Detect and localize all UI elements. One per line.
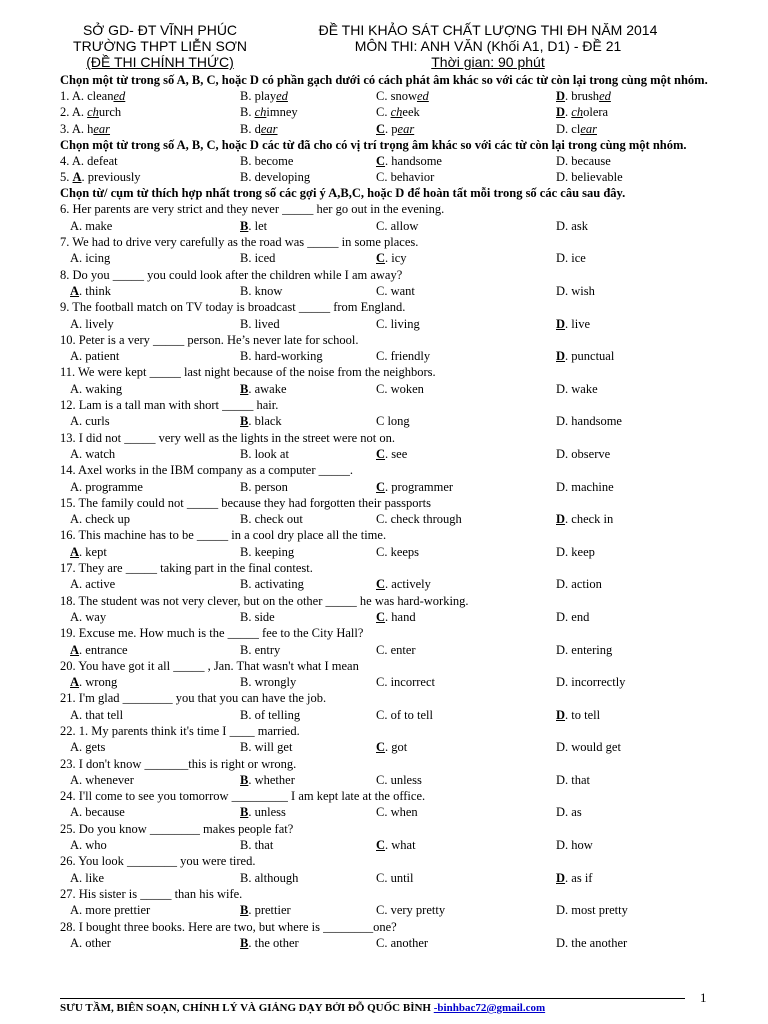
underlined-segment: ch [87,105,99,120]
option-c [376,104,420,120]
question-stem: 24. I'll come to see you tomorrow _________ I am kept late at the office. [60,789,426,804]
question-stem: 15. The family could not _____ because they had forgotten their passports [60,495,431,510]
option-text: B. play [240,89,277,103]
answer-mark: B [240,414,249,429]
underlined-segment: ed [599,89,611,103]
answer-mark: C [376,577,386,592]
option-a: A. patient [70,349,120,364]
option-b: B. activating [240,577,304,592]
option-a: A. more prettier [70,903,151,918]
option-c: C. woken [376,381,424,396]
pronunciation-questions [60,88,710,137]
option-b: B. side [240,609,275,624]
option-a: A. icing [70,251,111,266]
option-c: C. allow [376,218,419,233]
underlined-segment: ear [260,121,278,136]
option-letter: C [376,121,386,136]
options-row [60,544,710,560]
option-d: D. would get [556,740,621,755]
option-a: A. that tell [70,707,124,722]
option-d [556,104,608,120]
answer-mark: A [70,642,80,657]
answer-mark: C [376,251,386,266]
option-text-tail: olera [583,105,609,120]
option-c: C. friendly [376,349,431,364]
option-text: . live [565,316,591,331]
options-row [60,707,710,723]
section-instruction-completion: Chọn từ/ cụm từ thích hợp nhất trong số các gợi ý A,B,C, hoặc D để hoàn tất mỗi trong số các câu sau đây. [60,186,626,201]
option-text: . what [385,838,416,853]
option-d [556,348,614,364]
stress-questions [60,153,710,186]
question-stem: 18. The student was not very clever, but on the other _____ he was hard-working. [60,593,469,608]
option-c: C long [376,414,410,429]
page-number: 1 [700,990,707,1005]
underlined-segment: ed [416,89,429,103]
option-text: . brush [565,89,600,103]
option-b [240,804,286,820]
options-row [60,870,710,886]
option-c [376,479,453,495]
option-a [60,169,141,185]
option-text: A. [71,105,88,120]
option-text: . check in [565,512,614,527]
answer-mark: C [376,479,386,494]
question-stem: 7. We had to drive very carefully as the road was _____ in some places. [60,235,419,250]
option-d: D. observe [556,446,611,461]
question-stem: 28. I bought three books. Here are two, but where is ________one? [60,919,397,934]
option-b: B. become [240,153,294,168]
school-info [40,22,280,70]
option-d: D. that [556,772,591,787]
option-c [376,576,431,592]
section-instruction-pronunciation: Chọn một từ trong số A, B, C, hoặc D có phần gạch dưới có cách phát âm khác so với các từ còn lại trong cùng một nhóm. [60,73,708,87]
option-b: B. developing [240,170,311,185]
school-name: TRƯỜNG THPT LIỄN SƠN [73,38,247,54]
option-b: B. hard-working [240,349,323,364]
option-c [376,739,407,755]
option-c: C. very pretty [376,903,446,918]
option-b [240,381,287,397]
option-c: C. incorrect [376,675,436,690]
option-d [556,316,590,332]
option-d: D. most pretty [556,903,628,918]
answer-mark: D [556,707,566,722]
option-b [240,413,282,429]
question-stem: 26. You look ________ you were tired. [60,854,256,869]
option-text: . kept [79,544,107,559]
option-c: C. of to tell [376,707,433,722]
option-text: . prettier [248,903,291,918]
option-letter: D [556,105,566,120]
option-c: C. enter [376,642,416,657]
option-d: D. how [556,838,593,853]
question-stem: 17. They are _____ taking part in the final contest. [60,561,313,576]
option-d: D. because [556,153,611,168]
question-row [60,88,710,104]
option-text-tail: imney [266,105,298,120]
option-a [60,153,118,169]
option-d: D. as [556,805,582,820]
option-b: B. look at [240,446,289,461]
footer-credit: SƯU TẦM, BIÊN SOẠN, CHỈNH LÝ VÀ GIẢNG DẠY BỞI ĐỖ QUỐC BÌNH [60,1002,434,1014]
option-b: B. person [240,479,288,494]
answer-mark: C [376,609,386,624]
option-b: B. entry [240,642,281,657]
options-row [60,283,710,299]
option-text: C. behavior [376,170,435,185]
option-d [556,511,613,527]
question-number: 4. [60,153,70,168]
official-exam-label: (ĐỀ THI CHÍNH THỨC) [86,54,234,70]
option-d [556,870,592,886]
option-text: . to tell [565,707,601,722]
answer-mark: B [240,903,249,918]
option-b [240,218,267,234]
answer-mark: B [240,805,249,820]
option-text: A. defeat [71,153,118,168]
answer-mark: B [240,218,249,233]
underlined-segment: ch [254,105,267,120]
options-row [60,316,710,332]
option-c: C. check through [376,512,462,527]
options-row [60,250,710,266]
question-number: 1. [60,89,70,103]
question-stem: 9. The football match on TV today is broadcast _____ from England. [60,300,406,315]
question-stem: 19. Excuse me. How much is the _____ fee to the City Hall? [60,626,364,641]
option-text: . whether [248,772,295,787]
question-stem: 6. Her parents are very strict and they never _____ her go out in the evening. [60,202,445,217]
option-text: . unless [248,805,286,820]
option-a: A. gets [70,740,106,755]
option-d: D. keep [556,544,595,559]
option-text: . actively [385,577,431,592]
option-c: C. keeps [376,544,420,559]
question-stem: 20. You have got it all _____ , Jan. That wasn't what I mean [60,658,359,673]
answer-mark: A [70,283,80,298]
option-text: B. d [240,121,261,136]
option-text: D. cl [556,121,581,136]
option-d: D. incorrectly [556,675,626,690]
option-b: B. wrongly [240,675,297,690]
question-stem: 10. Peter is a very _____ person. He’s never late for school. [60,332,359,347]
option-b: B. iced [240,251,276,266]
footer [60,1002,545,1014]
option-b: B. that [240,838,274,853]
exam-subject: MÔN THI: ANH VĂN (Khối A1, D1) - ĐỀ 21 [354,38,622,54]
options-row [60,381,710,397]
option-b [240,104,298,120]
options-row [60,674,710,690]
option-a: A. active [70,577,116,592]
option-text: . awake [248,381,287,396]
answer-mark: C [376,740,386,755]
underlined-segment: ear [580,121,597,136]
question-stem: 23. I don't know _______this is right or wrong. [60,756,297,771]
option-a: A. check up [70,512,131,527]
answer-mark: C [376,838,386,853]
options-row [60,935,710,951]
option-d: D. machine [556,479,614,494]
options-row [60,479,710,495]
question-number: 3. [60,121,70,136]
footer-email-link[interactable]: -binhbac72@gmail.com [433,1002,546,1014]
underlined-segment: ed [113,89,126,103]
option-text: . entrance [79,642,128,657]
option-text: . got [385,740,408,755]
option-text: . see [385,446,408,461]
option-b: B. although [240,870,299,885]
option-text-tail: eek [402,105,420,120]
option-a: A. programme [70,479,143,494]
option-b: B. of telling [240,707,301,722]
underlined-segment: ear [93,121,111,136]
option-text: . wrong [79,675,118,690]
footer-divider [60,998,685,999]
option-a: A. because [70,805,125,820]
options-row [60,609,710,625]
option-b [240,772,295,788]
option-d: D. action [556,577,602,592]
option-a [60,104,121,120]
option-text: . programmer [385,479,454,494]
answer-mark: A [70,544,80,559]
option-c [376,153,442,169]
option-c [376,609,416,625]
option-d: D. end [556,609,590,624]
option-text: . black [248,414,282,429]
option-c [376,88,429,104]
document-header [0,22,768,72]
option-b [240,121,278,137]
options-row [60,413,710,429]
section-instruction-stress: Chọn một từ trong số A, B, C, hoặc D các từ đã cho có vị trí trọng âm khác so với các từ còn lại trong cùng một nhóm. [60,137,687,152]
options-row [60,348,710,364]
answer-mark: D [556,870,566,885]
option-text: . let [248,218,268,233]
option-text: . icy [385,251,407,266]
options-row [60,446,710,462]
question-stem: 11. We were kept _____ last night because of the noise from the neighbors. [60,365,436,380]
question-number: 5. [60,170,70,185]
option-a: A. watch [70,446,116,461]
option-text-tail: urch [98,105,122,120]
option-b [240,935,299,951]
answer-mark: D [556,512,566,527]
option-letter: C [376,153,386,168]
options-row [60,804,710,820]
option-b [240,88,288,104]
options-row [60,642,710,658]
option-a [70,283,111,299]
option-a: A. who [70,838,107,853]
option-d: D. wake [556,381,598,396]
completion-questions [60,201,710,951]
option-a: A. make [70,218,113,233]
question-stem: 22. 1. My parents think it's time I ____ married. [60,723,300,738]
question-number: 2. [60,105,70,120]
option-text: . punctual [565,349,615,364]
option-c [376,446,407,462]
option-d: D. wish [556,283,595,298]
answer-mark: D [556,316,566,331]
option-d: D. believable [556,170,623,185]
option-a [60,88,125,104]
department-name: SỞ GD- ĐT VĨNH PHÚC [82,22,238,38]
option-c: C. another [376,935,429,950]
option-text: B. [240,105,255,120]
option-a: A. waking [70,381,123,396]
options-row [60,837,710,853]
underlined-segment: ed [276,89,288,103]
option-c [376,121,414,137]
option-text: . hand [385,609,416,624]
question-row [60,169,710,185]
option-text: . as if [565,870,593,885]
question-stem: 14. Axel works in the IBM company as a computer _____. [60,463,354,478]
option-c: C. living [376,316,420,331]
answer-mark: B [240,772,249,787]
underlined-segment: ear [397,121,415,136]
exam-body [60,72,710,951]
option-text: . previously [81,170,141,185]
option-d: D. entering [556,642,613,657]
option-a [70,544,107,560]
question-stem: 16. This machine has to be _____ in a cool dry place all the time. [60,528,387,543]
option-letter: D [556,89,566,103]
underlined-segment: ch [571,105,584,120]
option-d: D. handsome [556,414,622,429]
option-b: B. will get [240,740,293,755]
option-text: C. snow [376,89,417,103]
underlined-segment: ch [390,105,403,120]
question-row [60,104,710,120]
option-text: . p [385,121,398,136]
options-row [60,218,710,234]
option-text: A. clean [71,89,114,103]
question-stem: 13. I did not _____ very well as the lights in the street were not on. [60,430,396,445]
option-c: C. until [376,870,414,885]
answer-mark: C [376,446,386,461]
option-a [60,121,110,137]
options-row [60,772,710,788]
options-row [60,902,710,918]
option-c [376,169,434,185]
option-c: C. want [376,283,415,298]
question-stem: 25. Do you know ________ makes people fat? [60,821,294,836]
question-row [60,153,710,169]
option-a: A. like [70,870,105,885]
option-text: . [565,105,572,120]
option-c: C. when [376,805,418,820]
options-row [60,511,710,527]
question-stem: 8. Do you _____ you could look after the children while I am away? [60,267,403,282]
option-text: C. [376,105,391,120]
option-d: D. ask [556,218,588,233]
option-text: . think [79,283,111,298]
option-d: D. ice [556,251,586,266]
question-row [60,121,710,137]
option-a [70,642,128,658]
option-d [556,121,597,137]
answer-mark: B [240,935,249,950]
question-stem: 12. Lam is a tall man with short _____ hair. [60,398,279,413]
exam-info [288,22,688,70]
option-b: B. know [240,283,283,298]
option-text: . handsome [385,153,442,168]
option-c [376,250,407,266]
option-text: A. h [71,121,94,136]
option-a: A. way [70,609,107,624]
answer-mark: A [70,675,80,690]
question-stem: 27. His sister is _____ than his wife. [60,886,243,901]
answer-mark: D [556,349,566,364]
option-b [240,902,291,918]
option-text: . the other [248,935,299,950]
option-b: B. check out [240,512,303,527]
option-a: A. lively [70,316,114,331]
option-a: A. curls [70,414,110,429]
option-letter: A [72,170,82,185]
answer-mark: B [240,381,249,396]
options-row [60,576,710,592]
option-c [376,837,416,853]
option-d [556,88,611,104]
option-a [70,674,117,690]
option-a: A. other [70,935,111,950]
option-b: B. keeping [240,544,295,559]
option-b: B. lived [240,316,280,331]
option-c: C. unless [376,772,422,787]
option-a: A. whenever [70,772,134,787]
question-stem: 21. I'm glad ________ you that you can have the job. [60,691,327,706]
exam-duration: Thời gian: 90 phút [431,54,545,70]
options-row [60,739,710,755]
exam-title: ĐỀ THI KHẢO SÁT CHẤT LƯỢNG THI ĐH NĂM 2014 [318,22,658,38]
option-d: D. the another [556,935,628,950]
option-d [556,707,600,723]
